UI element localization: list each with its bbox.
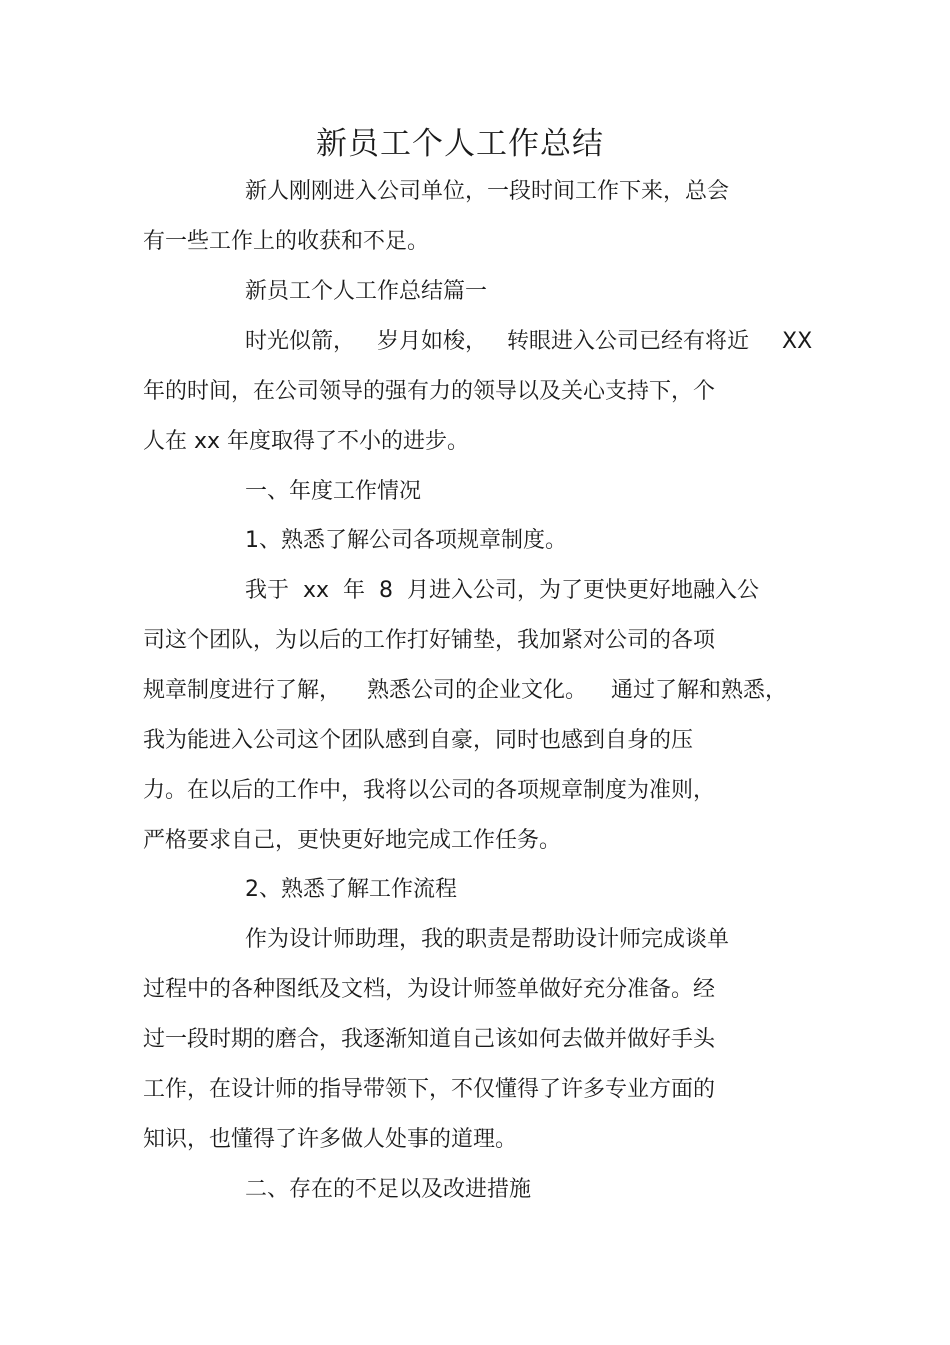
subsection-heading: 2、熟悉了解工作流程 [245,877,457,902]
text-fragment: 岁月如梭， [377,329,488,354]
paragraph-line: 年的时间，在公司领导的强有力的领导以及关心支持下，个 [143,379,716,404]
section-heading: 二、存在的不足以及改进措施 [245,1177,532,1202]
paragraph-line: 过程中的各种图纸及文档，为设计师签单做好充分准备。经 [143,977,716,1002]
paragraph-line: 工作，在设计师的指导带领下，不仅懂得了许多专业方面的 [143,1077,716,1102]
document-title: 新员工个人工作总结 [316,126,604,162]
text-fragment: 时光似箭， [245,329,356,354]
paragraph-line: 我为能进入公司这个团队感到自豪，同时也感到自身的压 [143,728,694,753]
paragraph-line: 严格要求自己，更快更好地完成工作任务。 [143,828,562,853]
text-fragment: XX [782,329,813,354]
paragraph-line: 过一段时期的磨合，我逐渐知道自己该如何去做并做好手头 [143,1027,716,1052]
section-heading: 新员工个人工作总结篇一 [245,279,488,304]
paragraph-line: 力。在以后的工作中，我将以公司的各项规章制度为准则， [143,778,716,803]
subsection-heading: 1、熟悉了解公司各项规章制度。 [245,528,567,553]
paragraph-line: 司这个团队，为以后的工作打好铺垫，我加紧对公司的各项 [143,628,716,653]
paragraph-line: 知识，也懂得了许多做人处事的道理。 [143,1127,518,1152]
paragraph-line: 作为设计师助理，我的职责是帮助设计师完成谈单 [245,927,730,952]
paragraph-line [143,676,787,706]
section-heading: 一、年度工作情况 [245,479,422,504]
text-fragment: 通过了解和熟悉， [611,678,788,703]
text-fragment: 转眼进入公司已经有将近 [507,329,750,354]
paragraph-line: 我于 xx 年 8 月进入公司，为了更快更好地融入公 [245,578,759,603]
paragraph-line [245,327,749,357]
text-fragment: 规章制度进行了解， [143,678,342,703]
paragraph-line: 人在 xx 年度取得了不小的进步。 [143,429,470,454]
text-fragment: 熟悉公司的企业文化。 [367,678,588,703]
paragraph-line: 有一些工作上的收获和不足。 [143,229,430,254]
paragraph-line: 新人刚刚进入公司单位，一段时间工作下来，总会 [245,179,730,204]
